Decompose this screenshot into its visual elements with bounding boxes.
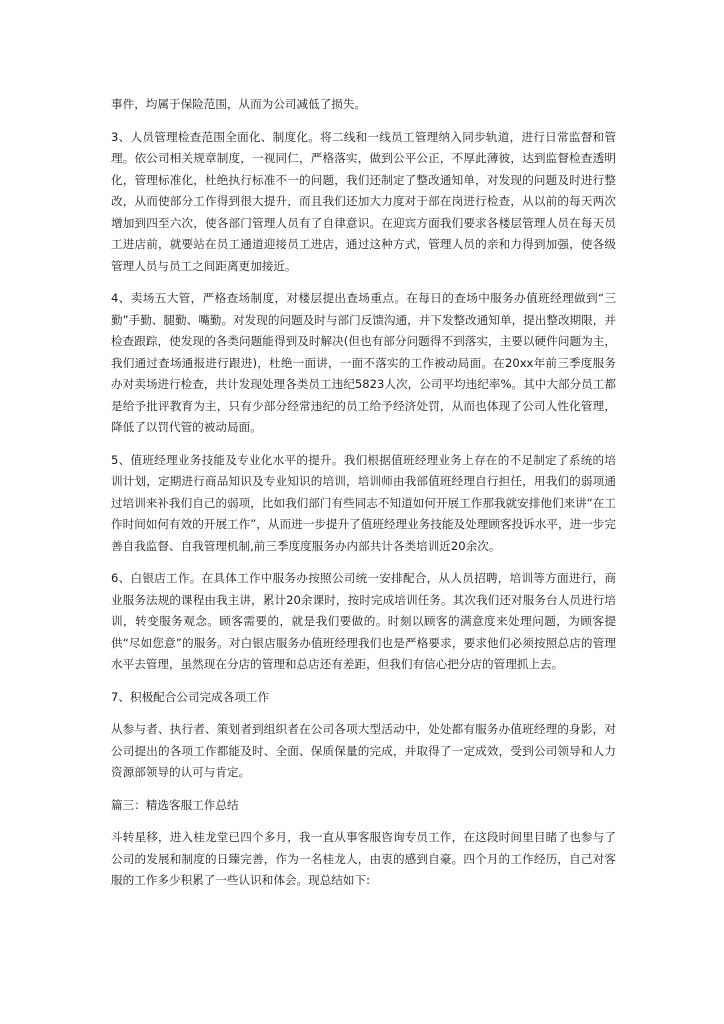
- paragraph-item-6: 6、白银店工作。在具体工作中服务办按照公司统一安排配合，从人员招聘，培训等方面进行，商业服务法规的课程由我主讲，累计20余课时，按时完成培训任务。其次我们还对服务台人员进行培训，转变服务观念。顾客需要的，就是我们要做的。时刻以顾客的满意度来处理问题，为顾客提供“尽如您意”的服务。对白银店服务办值班经理我们也是严格要求，要求他们必须按照总店的管理水平去管理，虽然现在分店的管理和总店还有差距，但我们有信心把分店的管理抓上去。: [111, 571, 616, 671]
- heading-item-7: 7、积极配合公司完成各项工作: [111, 689, 270, 704]
- paragraph-item-5: 5、值班经理业务技能及专业化水平的提升。我们根据值班经理业务上存在的不足制定了系统的培训计划，定期进行商品知识及专业知识的培训，培训师由我部值班经理自行担任，用我们的弱项通过培训来补我们自己的弱项，比如我们部门有些同志不知道如何开展工作那我就安排他们来讲“在工作时间如何有效的开展工作”，从而进一步提升了值班经理业务技能及处理顾客投诉水平，进一步完善自我监督、自我管理机制,前三季度度服务办内部共计各类培训近20余次。: [111, 452, 616, 553]
- paragraph-customer-service-intro: 斗转星移，进入桂龙堂已四个多月，我一直从事客服咨询专员工作，在这段时间里目睹了也参与了公司的发展和制度的日臻完善，作为一名桂龙人，由衷的感到自豪。四个月的工作经历，自己对客服的工作多少积累了一些认识和体会。现总结如下:: [111, 830, 616, 887]
- document-page: [111, 94, 616, 903]
- paragraph-insurance: 事件，均属于保险范围，从而为公司减低了损失。: [111, 97, 367, 111]
- paragraph-item-3: 3、人员管理检查范围全面化、制度化。将二线和一线员工管理纳入同步轨道，进行日常监督和管理。依公司相关规章制度，一视同仁，严格落实，做到公平公正，不厚此薄彼，达到监督检查透明化，管理标准化，杜绝执行标准不一的问题，我们还制定了整改通知单，对发现的问题及时进行整改，从而使部分工作得到很大提升，而且我们还加大力度对于部在岗进行检查，从以前的每天两次增加到四至六次，使各部门管理人员有了自律意识。在迎宾方面我们要求各楼层管理人员在每天员工进店前，就要站在员工通道迎接员工进店，通过这种方式，管理人员的亲和力得到加强，使各级管理人员与员工之间距离更加接近。: [111, 129, 616, 273]
- paragraph-item-7-body: 从参与者、执行者、策划者到组织者在公司各项大型活动中，处处都有服务办值班经理的身影，对公司提出的各项工作都能及时、全面、保质保量的完成，并取得了一定成效，受到公司领导和人力资源部领导的认可与肯定。: [111, 722, 616, 779]
- section-heading-part-3: 篇三：精选客服工作总结: [111, 797, 239, 812]
- paragraph-item-4: 4、卖场五大管，严格查场制度，对楼层提出查场重点。在每日的查场中服务办值班经理做到“三勤”手勤、腿勤、嘴勤。对发现的问题及时与部门反馈沟通，并下发整改通知单，提出整改期限，并检查跟踪，使发现的各类问题能得到及时解决(但也有部分问题得不到落实，主要以硬件问题为主，我们通过查场通报进行跟进)，杜绝一面讲，一面不落实的工作被动局面。在20xx年前三季度服务办对卖场进行检查，共计发现处理各类员工违纪5823人次，公司平均违纪率%。其中大部分员工都是给予批评教育为主，只有少部分经常违纪的员工给予经济处罚，从而也体现了公司人性化管理，降低了以罚代管的被动局面。: [111, 291, 616, 434]
